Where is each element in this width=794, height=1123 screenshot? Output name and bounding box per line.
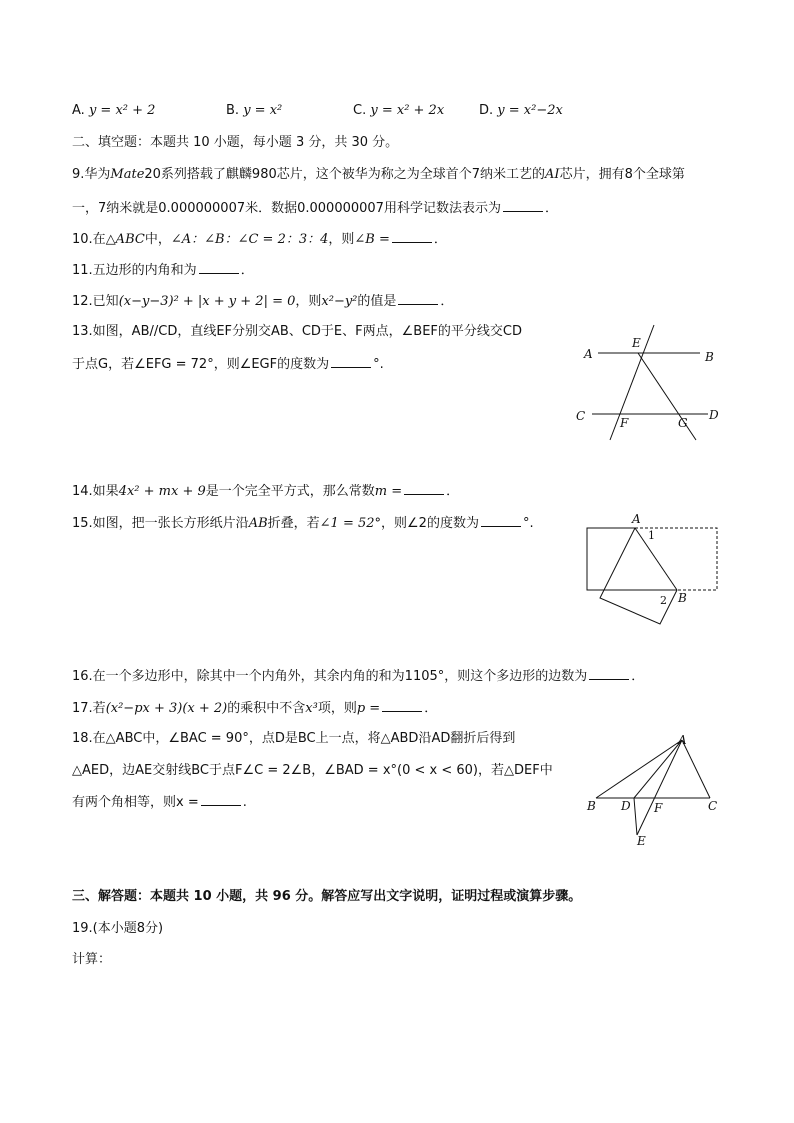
line-ad xyxy=(634,740,682,798)
section3-heading: 三、解答题：本题共 10 小题，共 96 分。解答应写出文字说明，证明过程或演算步骤。 xyxy=(72,889,582,904)
answer-blank xyxy=(481,514,521,527)
label-a: A xyxy=(584,347,593,361)
option-d: D. y = x²−2x xyxy=(479,103,563,118)
question-11: 11.五边形的内角和为 ． xyxy=(72,263,254,278)
figure-18 xyxy=(582,730,727,852)
answer-blank xyxy=(382,699,422,712)
label-c: C xyxy=(576,409,586,423)
label-d: D xyxy=(709,408,719,422)
label-b: B xyxy=(587,799,596,813)
label-f: F xyxy=(620,416,629,430)
question-15: 15.如图，把一张长方形纸片沿AB折叠，若∠1 = 52°，则∠2的度数为 °. xyxy=(72,516,534,531)
label-e: E xyxy=(632,336,641,350)
label-c: C xyxy=(708,799,718,813)
answer-blank xyxy=(589,667,629,680)
label-angle-1: 1 xyxy=(648,529,655,542)
label-d: D xyxy=(621,799,631,813)
question-19-body: 计算： xyxy=(72,952,112,967)
question-13-line1: 13.如图，AB//CD，直线EF分别交AB、CD于E、F两点，∠BEF的平分线交CD xyxy=(72,324,522,339)
question-9-line2: 一，7纳米就是0.000000007米．数据0.000000007用科学记数法表示为 ． xyxy=(72,201,558,216)
label-b: B xyxy=(678,591,687,605)
folded-edge xyxy=(604,528,635,590)
question-19-title: 19.(本小题8分) xyxy=(72,921,164,936)
figure-13 xyxy=(570,320,730,445)
option-a: A. y = x² + 2 xyxy=(72,103,156,118)
question-12: 12.已知(x−y−3)² + |x + y + 2| = 0，则x²−y²的值是 ． xyxy=(72,294,454,309)
label-f: F xyxy=(654,801,663,815)
answer-blank xyxy=(398,292,438,305)
question-18-line3: 有两个角相等，则x = . xyxy=(72,795,247,810)
line-ae xyxy=(637,740,682,835)
label-angle-2: 2 xyxy=(660,594,667,607)
question-17: 17.若(x²−px + 3)(x + 2)的乘积中不含x³项，则p = ． xyxy=(72,701,438,716)
question-9-line1: 9.华为Mate20系列搭载了麒麟980芯片，这个被华为称之为全球首个7纳米工艺的AI芯片，拥有8个全球第 xyxy=(72,167,685,182)
option-b: B. y = x² xyxy=(226,103,283,118)
question-18-line1: 18.在△ABC中，∠BAC = 90°，点D是BC上一点，将△ABD沿AD翻折后得到 xyxy=(72,731,516,746)
answer-blank xyxy=(331,355,371,368)
label-a: A xyxy=(632,512,641,526)
question-18-line2: △AED，边AE交射线BC于点F∠C = 2∠B，∠BAD = x°(0 < x < 60)，若△DEF中 xyxy=(72,763,553,778)
option-c: C. y = x² + 2x xyxy=(353,103,445,118)
question-10: 10.在△ABC中，∠A：∠B：∠C = 2：3：4，则∠B = ． xyxy=(72,232,447,247)
line-ab xyxy=(596,740,682,798)
line-de xyxy=(634,798,637,835)
label-e: E xyxy=(637,834,646,848)
label-g: G xyxy=(678,416,688,430)
answer-blank xyxy=(392,230,432,243)
answer-blank xyxy=(404,482,444,495)
answer-blank xyxy=(503,199,543,212)
fold-line-ab xyxy=(635,528,677,590)
label-b: B xyxy=(705,350,714,364)
question-13-line2: 于点G，若∠EFG = 72°，则∠EGF的度数为 °. xyxy=(72,357,384,372)
answer-blank xyxy=(201,793,241,806)
figure-15 xyxy=(582,510,727,632)
label-a: A xyxy=(678,733,687,747)
answer-blank xyxy=(199,261,239,274)
question-16: 16.在一个多边形中，除其中一个内角外，其余内角的和为1105°，则这个多边形的边数为 ． xyxy=(72,669,645,684)
section2-heading: 二、填空题：本题共 10 小题，每小题 3 分，共 30 分。 xyxy=(72,135,399,150)
question-14: 14.如果4x² + mx + 9是一个完全平方式，那么常数m = ． xyxy=(72,484,460,499)
line-ac xyxy=(682,740,710,798)
rect-left xyxy=(587,528,677,590)
